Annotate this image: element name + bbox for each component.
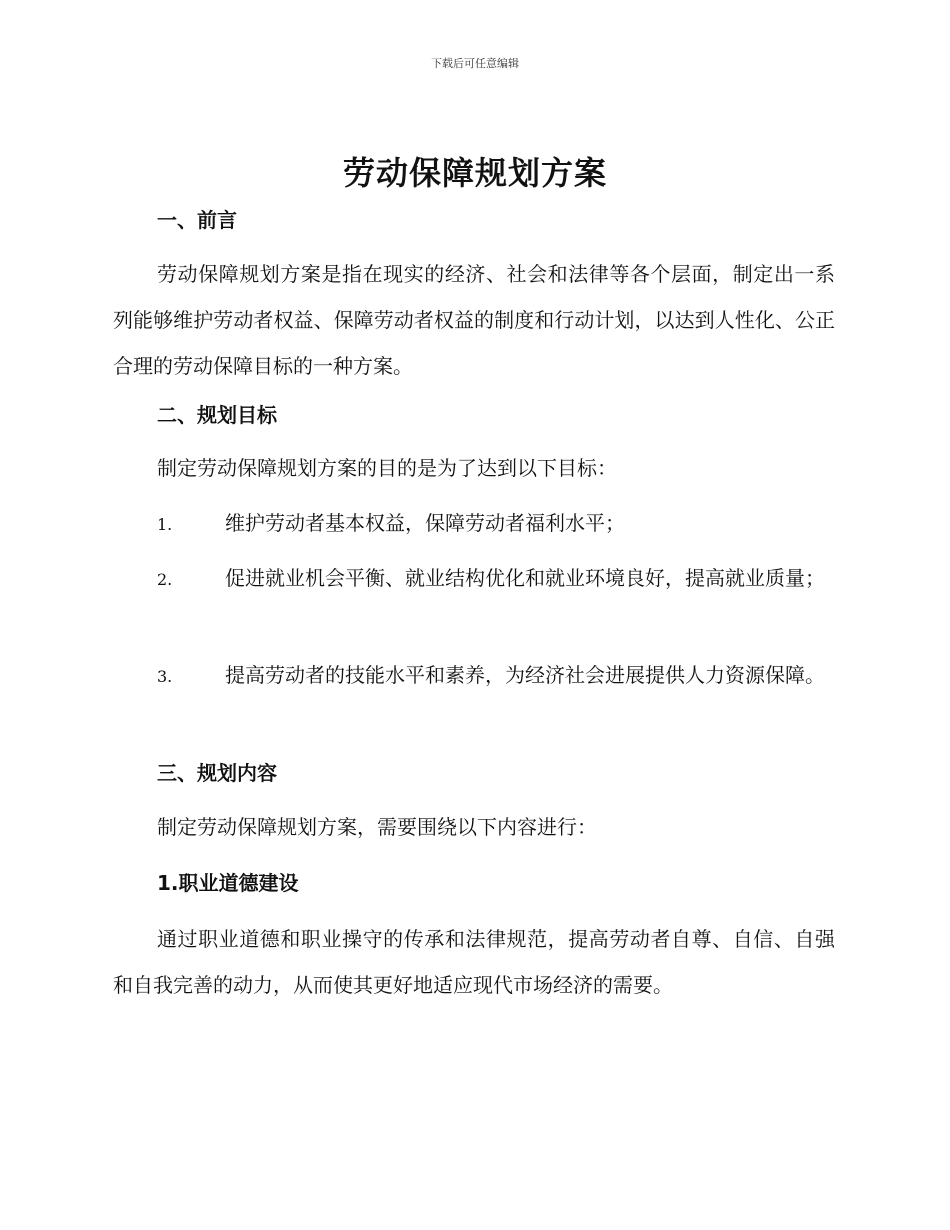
goals-intro: 制定劳动保障规划方案的目的是为了达到以下目标： xyxy=(157,456,617,480)
ethics-paragraph: 通过职业道德和职业操守的传承和法律规范，提高劳动者自尊、自信、自强和自我完善的动力，从而使其更好地适应现代市场经济的需要。 xyxy=(113,927,835,997)
goal-item-1 xyxy=(113,500,835,548)
goal-item-text: 促进就业机会平衡、就业结构优化和就业环境良好，提高就业质量； xyxy=(225,566,825,590)
content-intro: 制定劳动保障规划方案，需要围绕以下内容进行： xyxy=(157,815,597,839)
section-heading-preface: 一、前言 xyxy=(157,208,237,232)
subsection-heading-ethics: 1.职业道德建设 xyxy=(157,871,299,895)
document-title: 劳动保障规划方案 xyxy=(342,154,607,192)
goal-item-text: 维护劳动者基本权益，保障劳动者福利水平； xyxy=(225,511,625,535)
section-heading-goals: 二、规划目标 xyxy=(157,403,277,427)
goal-item-number: 1. xyxy=(157,515,173,534)
goal-item-2 xyxy=(113,555,835,603)
header-note: 下载后可任意编辑 xyxy=(431,57,519,70)
section-heading-content: 三、规划内容 xyxy=(157,761,277,785)
goal-item-text: 提高劳动者的技能水平和素养，为经济社会进展提供人力资源保障。 xyxy=(225,663,825,687)
preface-paragraph: 劳动保障规划方案是指在现实的经济、社会和法律等各个层面，制定出一系列能够维护劳动者权益、保障劳动者权益的制度和行动计划，以达到人性化、公正合理的劳动保障目标的一种方案。 xyxy=(113,262,835,378)
goal-item-number: 2. xyxy=(157,570,173,589)
goal-item-number: 3. xyxy=(157,667,173,686)
goal-item-3 xyxy=(113,652,835,700)
